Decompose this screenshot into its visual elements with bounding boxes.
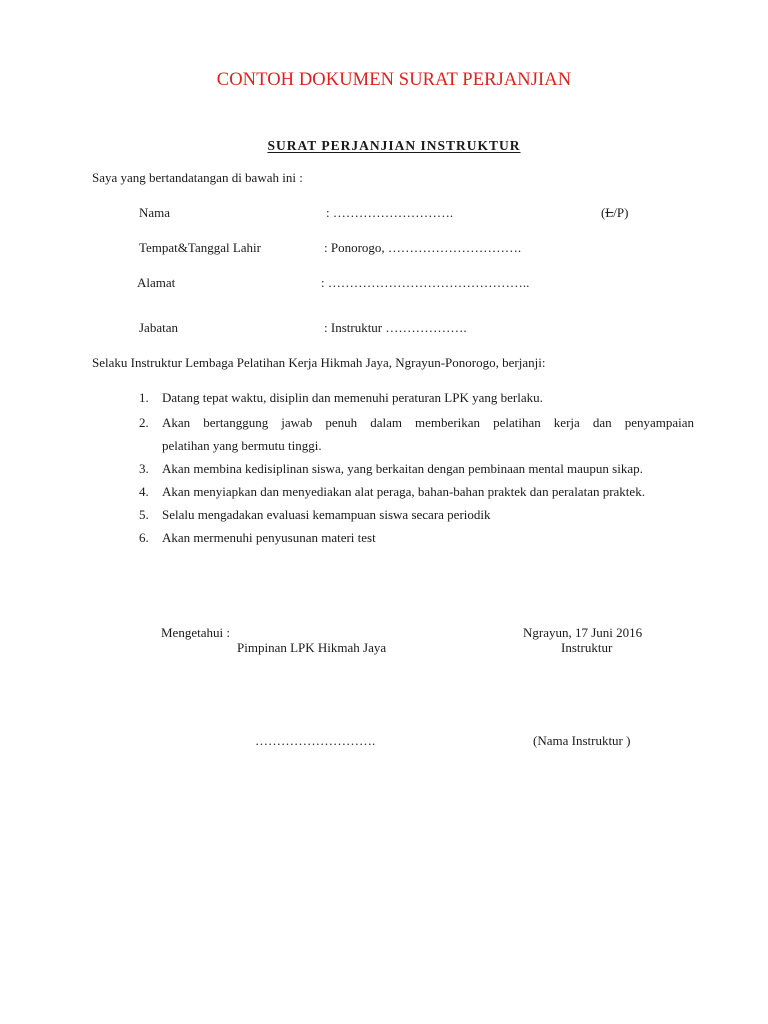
ttl-value: : Ponorogo, …………………………. (324, 240, 522, 255)
list-item: Akan mermenuhi penyusunan materi test (162, 530, 376, 545)
jabatan-label: Jabatan (139, 320, 178, 335)
jabatan-value: : Instruktur ………………. (324, 320, 467, 335)
ttl-label: Tempat&Tanggal Lahir (139, 240, 261, 255)
list-number: 3. (139, 461, 149, 476)
list-number: 6. (139, 530, 149, 545)
list-number: 1. (139, 390, 149, 405)
nama-value: : ………………………. (326, 205, 454, 220)
gender-rest: /P) (613, 205, 629, 220)
list-item: Akan membina kedisiplinan siswa, yang berkaitan dengan pembinaan mental maupun sikap. (162, 461, 643, 476)
alamat-label: Alamat (137, 275, 176, 290)
pimpinan-label: Pimpinan LPK Hikmah Jaya (237, 640, 387, 655)
list-item: Akan menyiapkan dan menyediakan alat peraga, bahan-bahan praktek dan peralatan praktek. (162, 484, 645, 499)
list-item: Datang tepat waktu, disiplin dan memenuhi peraturan LPK yang berlaku. (162, 390, 543, 405)
left-signature-line: ………………………. (255, 733, 376, 748)
list-number: 2. (139, 415, 149, 430)
statement-text: Selaku Instruktur Lembaga Pelatihan Kerja Hikmah Jaya, Ngrayun-Ponorogo, berjanji: (92, 355, 546, 370)
nama-label: Nama (139, 205, 171, 220)
right-signature-name: (Nama Instruktur ) (533, 733, 631, 748)
place-date: Ngrayun, 17 Juni 2016 (523, 625, 643, 640)
mengetahui-label: Mengetahui : (161, 625, 230, 640)
document-title: CONTOH DOKUMEN SURAT PERJANJIAN (216, 70, 572, 90)
gender-struck: L (605, 205, 614, 220)
list-item: Akan bertanggung jawab penuh dalam memberikan pelatihan kerja dan penyampaian (162, 415, 694, 430)
list-item: Selalu mengadakan evaluasi kemampuan siswa secara periodik (162, 507, 491, 522)
instruktur-label: Instruktur (561, 640, 613, 655)
list-number: 5. (139, 507, 149, 522)
list-item-continued: pelatihan yang bermutu tinggi. (162, 438, 322, 453)
gender-open: ( (601, 205, 606, 220)
gender-option (601, 205, 628, 221)
letter-title: SURAT PERJANJIAN INSTRUKTUR (267, 138, 521, 153)
alamat-value: : ……………………………………….. (321, 275, 530, 290)
list-number: 4. (139, 484, 149, 499)
intro-text: Saya yang bertandatangan di bawah ini : (92, 170, 303, 185)
